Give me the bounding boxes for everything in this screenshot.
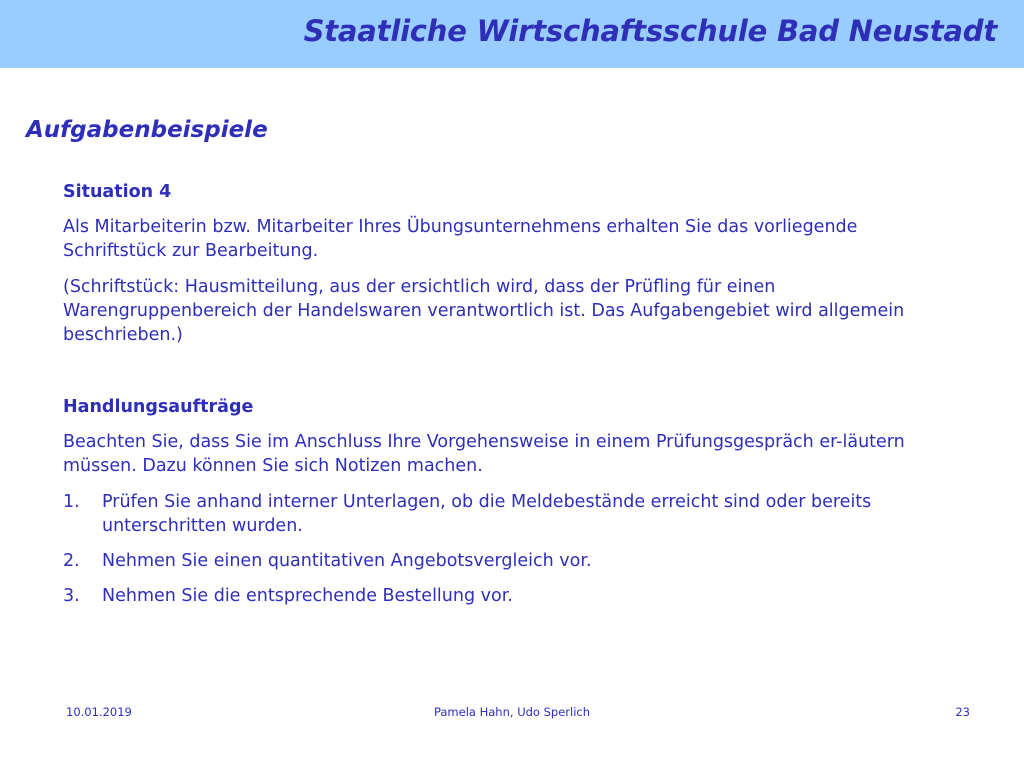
task-text: Nehmen Sie einen quantitativen Angebotsvergleich vor.	[102, 551, 592, 571]
task-number: 2.	[63, 551, 80, 571]
task-item	[63, 490, 963, 538]
slide-content	[63, 180, 963, 619]
task-number: 1.	[63, 492, 80, 512]
task-text: Nehmen Sie die entsprechende Bestellung vor.	[102, 586, 513, 606]
situation-text: Als Mitarbeiterin bzw. Mitarbeiter Ihres Übungsunternehmens erhalten Sie das vorliegende Schriftstück zur Bearbeitung.	[63, 217, 858, 261]
task-text: Prüfen Sie anhand interner Unterlagen, ob die Meldebestände erreicht sind oder bereits unterschritten wurden.	[102, 492, 872, 536]
footer-date: 10.01.2019	[66, 705, 132, 719]
task-number: 3.	[63, 586, 80, 606]
slide-title: Aufgabenbeispiele	[26, 117, 268, 143]
footer-page-number: 23	[955, 705, 970, 719]
actions-intro: Beachten Sie, dass Sie im Anschluss Ihre Vorgehensweise in einem Prüfungsgespräch er-läutern müssen. Dazu können Sie sich Notizen machen.	[63, 432, 905, 476]
task-item	[63, 549, 963, 573]
document-note: (Schriftstück: Hausmitteilung, aus der ersichtlich wird, dass der Prüfling für einen Warengruppenbereich der Handelswaren verantwortlich ist. Das Aufgabengebiet wird allgemein beschrieben.)	[63, 277, 905, 345]
school-title: Staatliche Wirtschaftsschule Bad Neustadt	[303, 14, 997, 48]
header-bar	[0, 0, 1024, 68]
task-list	[63, 490, 963, 608]
actions-heading: Handlungsaufträge	[63, 397, 254, 417]
situation-heading: Situation 4	[63, 182, 172, 202]
task-item	[63, 584, 963, 608]
footer-authors: Pamela Hahn, Udo Sperlich	[433, 705, 591, 719]
